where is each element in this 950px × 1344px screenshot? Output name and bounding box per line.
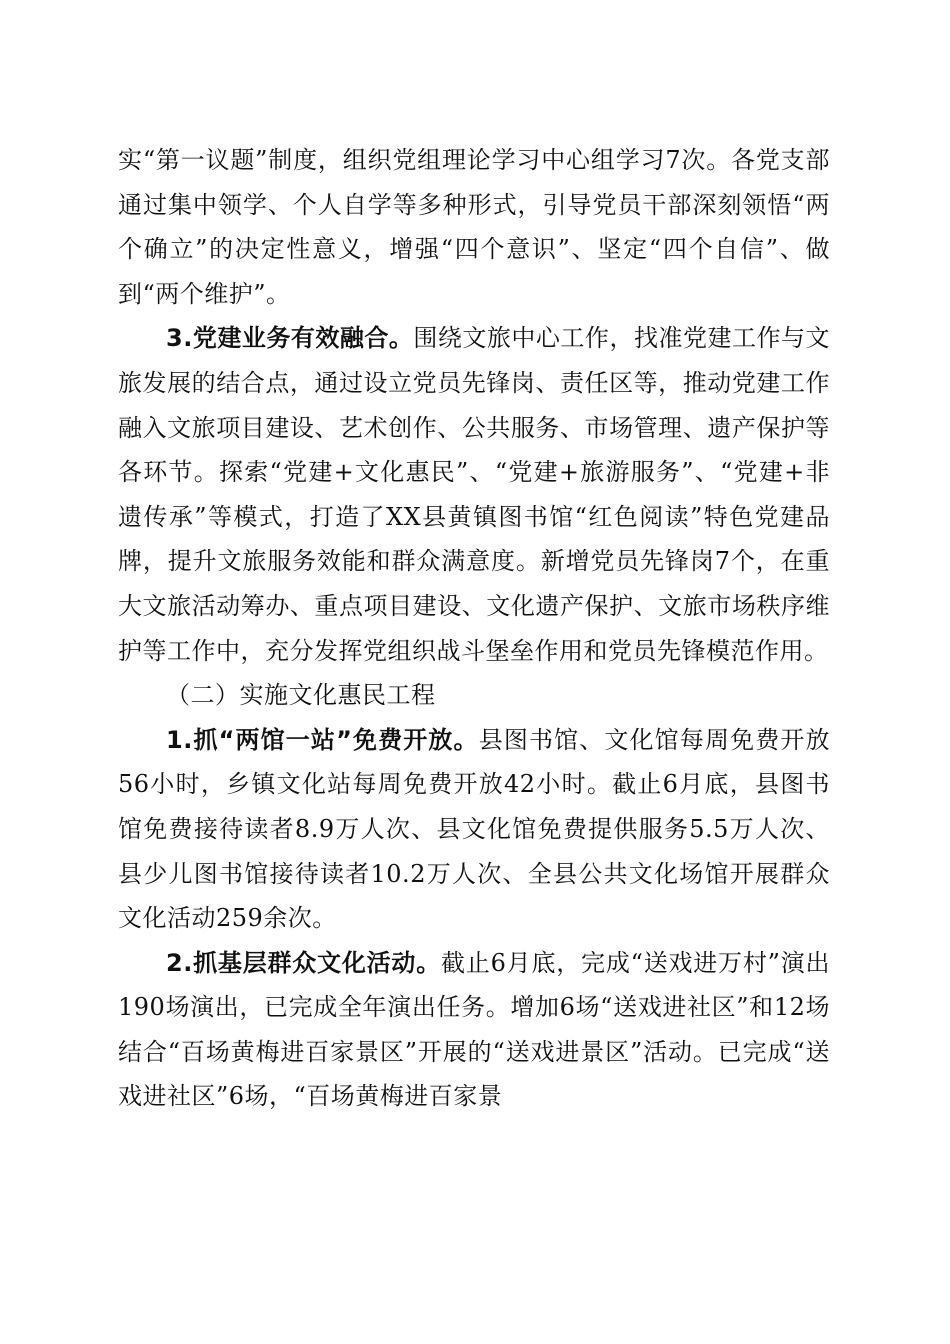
paragraph-text: 截止6月底，完成“送戏进万村”演出190场演出，已完成全年演出任务。增加6场“送戏进社区”和12场结合“百场黄梅进百家景区”开展的“送戏进景区”活动。已完成“送戏进社区”6场，“百场黄梅进百家景 — [118, 948, 830, 1111]
paragraph-free-opening — [118, 718, 830, 941]
paragraph-lead-heading: 3.党建业务有效融合。 — [166, 324, 414, 353]
paragraph-lead-heading: 1.抓“两馆一站”免费开放。 — [166, 725, 479, 754]
paragraph-text: 实“第一议题”制度，组织党组理论学习中心组学习7次。各党支部通过集中领学、个人自学等多种形式，引导党员干部深刻领悟“两个确立”的决定性意义，增强“四个意识”、坚定“四个自信”、做到“两个维护”。 — [118, 146, 830, 308]
section-heading-cultural-project: （二）实施文化惠民工程 — [166, 681, 436, 710]
paragraph-grassroots-activities — [118, 941, 830, 1119]
paragraph-text: 县图书馆、文化馆每周免费开放56小时，乡镇文化站每周免费开放42小时。截止6月底，县图书馆免费接待读者8.9万人次、县文化馆免费提供服务5.5万人次、县少儿图书馆接待读者10.2万人次、全县公共文化场馆开展群众文化活动259余次。 — [118, 725, 830, 933]
paragraph-party-business-integration — [118, 316, 830, 673]
paragraph-text: 围绕文旅中心工作，找准党建工作与文旅发展的结合点，通过设立党员先锋岗、责任区等，推动党建工作融入文旅项目建设、艺术创作、公共服务、市场管理、遗产保护等各环节。探索“党建+文化惠民”、“党建+旅游服务”、“党建+非遗传承”等模式，打造了XX县黄镇图书馆“红色阅读”特色党建品牌，提升文旅服务效能和群众满意度。新增党员先锋岗7个，在重大文旅活动筹办、重点项目建设、文化遗产保护、文旅市场秩序维护等工作中，充分发挥党组织战斗堡垒作用和党员先锋模范作用。 — [118, 324, 830, 665]
document-body — [118, 138, 830, 1119]
paragraph-lead-heading: 2.抓基层群众文化活动。 — [166, 948, 442, 977]
paragraph-party-study — [118, 138, 830, 316]
